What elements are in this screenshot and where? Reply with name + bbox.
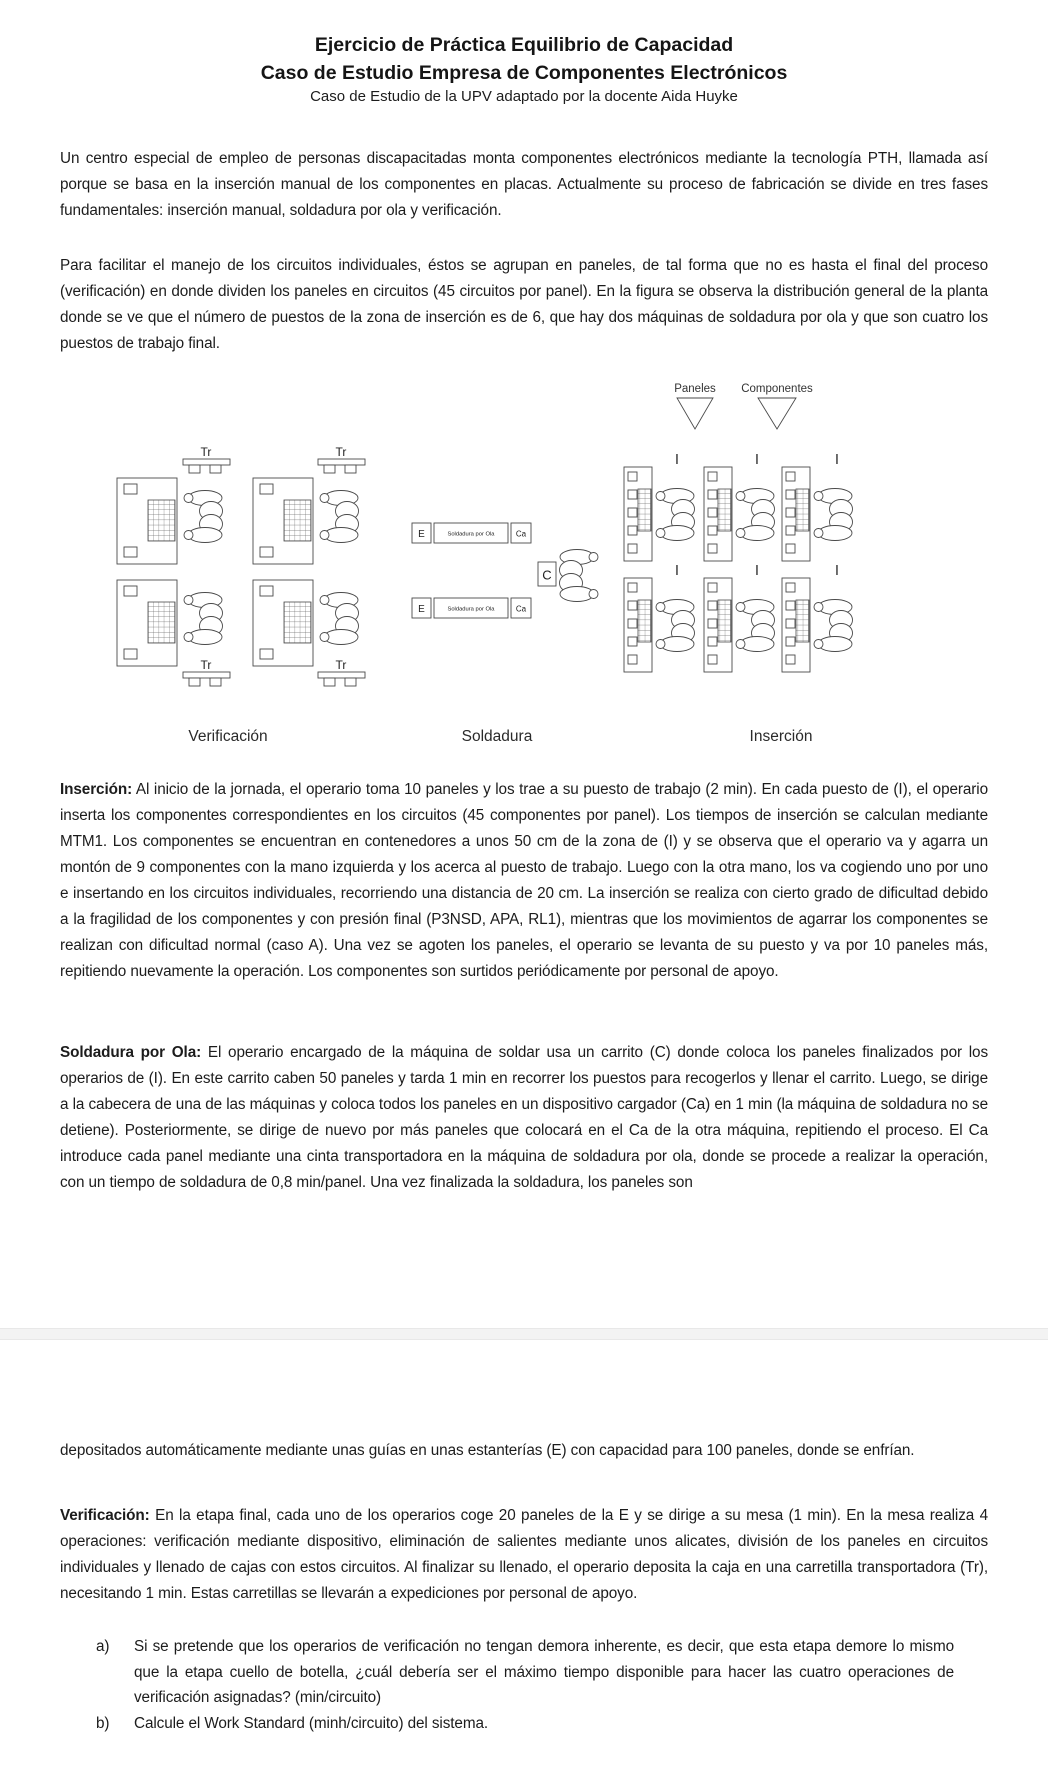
operator-icon (320, 593, 359, 645)
question-b-marker: b) (96, 1714, 110, 1732)
operator-icon (814, 489, 853, 541)
question-list (96, 1634, 954, 1736)
question-a-text: Si se pretende que los operarios de verificación no tengan demora inherente, es decir, que esta etapa demore lo mismo que la etapa cuello de botella, ¿cuál debería ser el máximo tiempo disponible para hacer las cuatro operaciones de verificación asignadas? (min/circuito) (134, 1638, 954, 1706)
componentes-funnel-label: Componentes (741, 383, 813, 395)
operator-icon (560, 550, 599, 602)
paragraph-verificacion-lead: Verificación: (60, 1507, 150, 1524)
paragraph-insercion-lead: Inserción: (60, 781, 133, 798)
operator-icon (184, 593, 223, 645)
insertion-post-label: I (674, 562, 680, 579)
wave-solder-machine-label: Soldadura por Ola (447, 531, 495, 538)
operator-icon (656, 600, 695, 652)
estanteria-label: E (418, 529, 425, 540)
insertion-post-label: I (754, 451, 760, 468)
paragraph-soldadura-text: El operario encargado de la máquina de soldar usa un carrito (C) donde coloca los paneles finalizados por los operarios de (I). En este carrito caben 50 paneles y tarda 1 min en recorrer los puestos para recogerlos y llenar el carrito. Luego, se dirige a la cabecera de una de las máquinas y coloca todos los paneles en un dispositivo cargador (Ca) en 1 min (la máquina de soldadura no se detiene). Posteriormente, se dirige de nuevo por más paneles que colocará en el Ca de la otra máquina, repitiendo el proceso. El Ca introduce cada panel mediante una cinta transportadora en la máquina de soldadura por ola, donde se procede a realizar la operación, con un tiempo de soldadura de 0,8 min/panel. Una vez finalizada la soldadura, los paneles son (60, 1044, 988, 1191)
question-item-b (96, 1711, 954, 1737)
zone-label-soldadura: Soldadura (461, 728, 533, 745)
verification-table (253, 580, 313, 666)
operator-icon (184, 491, 223, 543)
trolley-icon (318, 459, 365, 473)
paragraph-intro: Un centro especial de empleo de personas discapacitadas monta componentes electrónicos mediante la tecnología PTH, llamada así porque se basa en la inserción manual de los componentes en placas. Actualmente su proceso de fabricación se divide en tres fases fundamentales: inserción manual, soldadura por ola y verificación. (60, 150, 988, 219)
insertion-station (782, 467, 810, 561)
plant-layout-figure (0, 340, 1048, 750)
paneles-funnel-label: Paneles (674, 383, 716, 395)
insertion-post-label: I (834, 562, 840, 579)
paragraph-soldadura-lead: Soldadura por Ola: (60, 1044, 202, 1061)
paragraph-insercion-text: Al inicio de la jornada, el operario toma 10 paneles y los trae a su puesto de trabajo (2 min). En cada puesto de (I), el operario inserta los componentes correspondientes en los circuitos (45 componentes por panel). Los tiempos de inserción se calculan mediante MTM1. Los componentes se encuentran en contenedores a unos 50 cm de la zona de (I) y se observa que el operario va y agarra un montón de 9 componentes con la mano izquierda y los acerca al puesto de trabajo. Luego con la otra mano, los va cogiendo uno por uno e insertando en los circuitos individuales, recorriendo una distancia de 20 cm. La inserción se realiza con cierto grado de dificultad debido a la fragilidad de los componentes y con presión final (P3NSD, APA, RL1), mientras que los movimientos de agarrar los componentes se realizan con dificultad normal (caso A). Una vez se agoten los paneles, el operario se levanta de su puesto y va por 10 paneles más, repitiendo nuevamente la operación. Los componentes son surtidos periódicamente por personal de apoyo. (60, 781, 988, 980)
question-b-text: Calcule el Work Standard (minh/circuito) del sistema. (134, 1714, 489, 1732)
cargador-label: Ca (515, 529, 527, 539)
componentes-funnel-icon (758, 398, 796, 429)
wave-solder-machine-label: Soldadura por Ola (447, 606, 495, 613)
operator-icon (736, 600, 775, 652)
document-title-line2: Caso de Estudio Empresa de Componentes Electrónicos (260, 62, 788, 84)
zone-label-verificacion: Verificación (188, 728, 268, 745)
paragraph-continuation: depositados automáticamente mediante unas guías en unas estanterías (E) con capacidad para 100 paneles, donde se enfrían. (60, 1442, 915, 1459)
insertion-station (704, 467, 732, 561)
trolley-label: Tr (335, 658, 347, 672)
operator-icon (814, 600, 853, 652)
trolley-icon (183, 672, 230, 686)
verification-table (253, 478, 313, 564)
paragraph-insercion (60, 777, 988, 985)
paragraph-verificacion-text: En la etapa final, cada uno de los operarios coge 20 paneles de la E y se dirige a su mesa (1 min). En la mesa realiza 4 operaciones: verificación mediante dispositivo, eliminación de salientes mediante unos alicates, división de los paneles en circuitos individuales y llenado de cajas con estos circuitos. Al finalizar su llenado, el operario deposita la caja en una carretilla transportadora (Tr), necesitando 1 min. Estas carretillas se llevarán a expediciones por personal de apoyo. (60, 1507, 988, 1602)
cart-label: C (542, 567, 552, 583)
operator-icon (736, 489, 775, 541)
paragraph-verificacion (60, 1503, 988, 1607)
insertion-station (782, 578, 810, 672)
insertion-post-label: I (674, 451, 680, 468)
insertion-post-label: I (834, 451, 840, 468)
question-item-a (96, 1634, 954, 1711)
trolley-label: Tr (200, 445, 212, 459)
trolley-icon (183, 459, 230, 473)
verification-table (117, 478, 177, 564)
operator-icon (656, 489, 695, 541)
question-a-marker: a) (96, 1638, 110, 1655)
trolley-label: Tr (335, 445, 347, 459)
operator-icon (320, 491, 359, 543)
estanteria-label: E (418, 604, 425, 615)
zone-label-insercion: Inserción (749, 728, 813, 745)
paragraph-panels: Para facilitar el manejo de los circuitos individuales, éstos se agrupan en paneles, de tal forma que no es hasta el final del proceso (verificación) en donde dividen los paneles en circuitos (45 circuitos por panel). En la figura se observa la distribución general de la planta donde se ve que el número de puestos de la zona de inserción es de 6, que hay dos máquinas de soldadura por ola y que son cuatro los puestos de trabajo final. (60, 257, 988, 352)
trolley-label: Tr (200, 658, 212, 672)
insertion-station (624, 467, 652, 561)
paragraph-soldadura (60, 1040, 988, 1196)
document-subtitle: Caso de Estudio de la UPV adaptado por la docente Aida Huyke (310, 88, 738, 105)
document-title-line1: Ejercicio de Práctica Equilibrio de Capacidad (314, 34, 734, 56)
paneles-funnel-icon (677, 398, 713, 429)
page-break-separator (0, 1328, 1048, 1340)
insertion-post-label: I (754, 562, 760, 579)
trolley-icon (318, 672, 365, 686)
insertion-station (704, 578, 732, 672)
verification-table (117, 580, 177, 666)
insertion-station (624, 578, 652, 672)
cargador-label: Ca (515, 604, 527, 614)
